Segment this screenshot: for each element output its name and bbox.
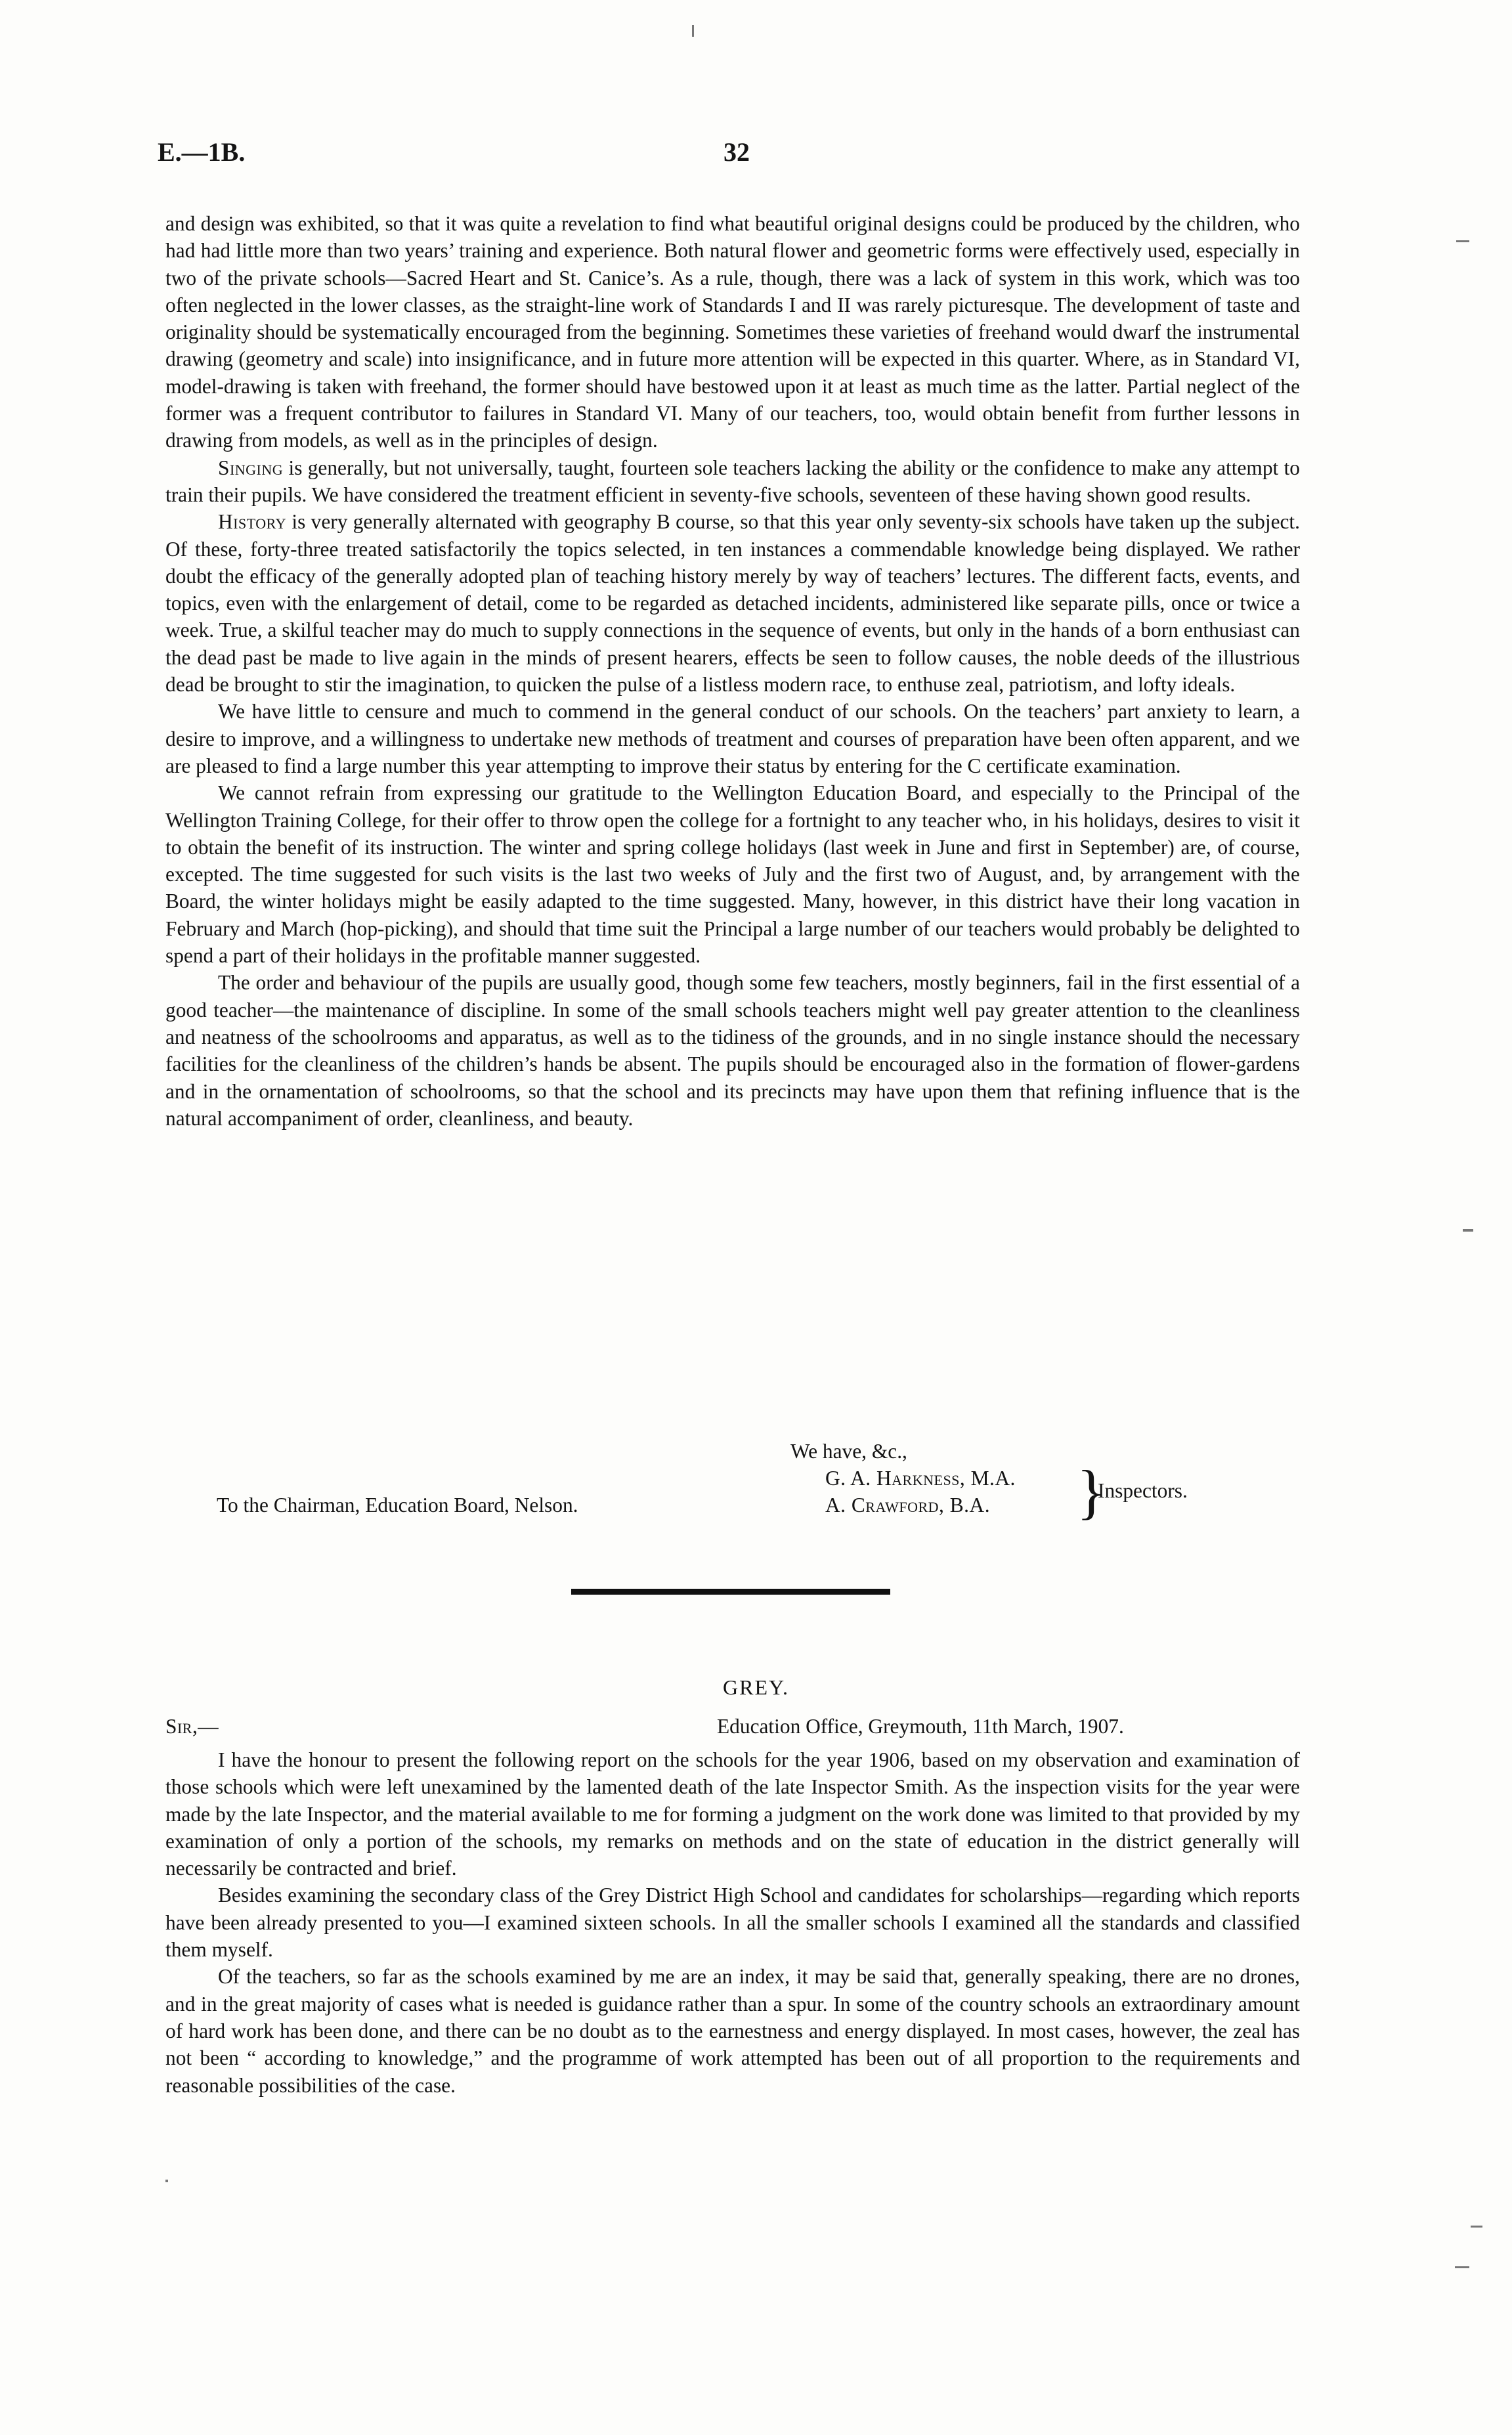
grey-report-body <box>165 1746 1300 2099</box>
paragraph-drawing: and design was exhibited, so that it was quite a revelation to find what beautiful original designs could be produced by the children, who had had little more than two years’ training and experience. Both natural flower and geometric forms were effectively used, especially in two of the private schools—Sacred Heart and St. Canice’s. As a rule, though, there was a lack of system in this work, which was too often neglected in the lower classes, as the straight-line work of Standards I and II was rarely picturesque. The development of taste and originality should be systematically encouraged from the beginning. Sometimes these varieties of freehand would dwarf the instrumental drawing (geometry and scale) into insignificance, and in future more attention will be expected in this quarter. Where, as in Standard VI, model-drawing is taken with freehand, the former should have bestowed upon it at least as much time as the latter. Partial neglect of the former was a frequent contributor to failures in Standard VI. Many of our teachers, too, would obtain benefit from further lessons in drawing from models, as well as in the principles of design. <box>165 212 1300 452</box>
report-reference: E.—1B. <box>158 137 246 167</box>
signature-block <box>165 1438 1300 1523</box>
addressee-line: To the Chairman, Education Board, Nelson. <box>217 1494 578 1517</box>
closing-phrase: We have, &c., <box>790 1440 907 1463</box>
nelson-report-body <box>165 210 1300 1132</box>
paragraph-gratitude: We cannot refrain from expressing our gratitude to the Wellington Education Board, and especially to the Principal of the Wellington Training College, for their offer to throw open the college for a fortnight to any teacher who, in his holidays, desires to visit it to obtain the benefit of its instruction. The winter and spring college holidays (last week in June and first in September) are, of course, excepted. The time suggested for such visits is the last two weeks of July and the first two of August, and, by arrangement with the Board, the winter holidays might be easily adapted to the time suggested. Many, however, in this district have their long vacation in February and March (hop-picking), and should that time suit the Principal a large number of our teachers would probably be delighted to spend a part of their holidays in the profitable manner suggested. <box>165 781 1300 968</box>
section-title-grey: GREY. <box>723 1675 789 1699</box>
section-divider-rule <box>571 1589 890 1595</box>
scan-speck <box>1456 240 1469 242</box>
inspector-name: G. A. Harkness, M.A. <box>825 1467 1016 1490</box>
paragraph-singing: Singing is generally, but not universally, taught, fourteen sole teachers lacking the ability or the confidence to make any attempt to train their pupils. We have considered the treatment efficient in seventy-five schools, seventeen of these having shown good results. <box>165 456 1300 506</box>
salutation: Sir,— <box>165 1715 219 1738</box>
scan-speck <box>165 2180 168 2182</box>
page-header <box>158 137 1300 176</box>
scan-speck <box>692 25 694 37</box>
office-dateline: Education Office, Greymouth, 11th March, 1907. <box>717 1715 1124 1738</box>
paragraph-order: The order and behaviour of the pupils are usually good, though some few teachers, mostly beginners, fail in the first essential of a good teacher—the maintenance of discipline. In some of the small schools teachers might well pay greater attention to the cleanliness and neatness of the schoolrooms and apparatus, as well as to the tidiness of the grounds, and in no single instance should the necessary facilities for the cleanliness of the children’s hands be absent. The pupils should be encouraged also in the formation of flower-gardens and in the ornamentation of schoolrooms, so that the school and its precincts may have upon them that refining influence that is the natural accompaniment of order, cleanliness, and beauty. <box>165 971 1300 1130</box>
paragraph-teachers: Of the teachers, so far as the schools examined by me are an index, it may be said that, generally speaking, there are no drones, and in the great majority of cases what is needed is guidance rather than a spur. In some of the country schools an extraordinary amount of hard work has been done, and there can be no doubt as to the earnestness and energy displayed. In most cases, however, the zeal has not been “ according to knowledge,” and the programme of work attempted has been out of all proportion to the requirements and reasonable possibilities of the case. <box>165 1965 1300 2097</box>
page-number: 32 <box>724 137 750 167</box>
paragraph-examinations: Besides examining the secondary class of the Grey District High School and candidates for scholarships—regarding which reports have been already presented to you—I examined sixteen schools. In all the smaller schools I examined all the standards and classified them myself. <box>165 1884 1300 1962</box>
inspectors-label: Inspectors. <box>1098 1479 1188 1502</box>
letter-heading <box>165 1715 1300 1744</box>
brace-glyph: } <box>1077 1458 1106 1525</box>
subject-heading-singing: Singing <box>218 456 284 479</box>
paragraph-history: History is very generally alternated with geography B course, so that this year only seventy-six schools have taken up the subject. Of these, forty-three treated satisfactorily the topics selected, in ten instances a commendable knowledge being displayed. We rather doubt the efficacy of the generally adopted plan of teaching history merely by way of teachers’ lectures. The different facts, events, and topics, even with the enlargement of detail, come to be regarded as detached incidents, administered like separate pills, once or twice a week. True, a skilful teacher may do much to supply connections in the sequence of events, but only in the hands of a born enthusiast can the dead past be made to live again in the minds of present hearers, effects be seen to follow causes, the noble deeds of the illustrious dead be brought to stir the imagination, to quicken the pulse of a listless modern race, to enthuse zeal, patriotism, and lofty ideals. <box>165 510 1300 697</box>
paragraph-conduct: We have little to censure and much to commend in the general conduct of our schools. On the teachers’ part anxiety to learn, a desire to improve, and a willingness to undertake new methods of treatment and courses of preparation have been often apparent, and we are pleased to find a large number this year attempting to improve their status by entering for the C certificate examination. <box>165 700 1300 777</box>
scan-speck <box>1463 1229 1473 1232</box>
paragraph-introduction: I have the honour to present the following report on the schools for the year 1906, based on my observation and examination of those schools which were left unexamined by the lamented death of the late Inspector Smith. As the inspection visits for the year were made by the late Inspector, and the material available to me for forming a judgment on the work done was limited to that provided by my examination of only a portion of the schools, my remarks on methods and on the state of education in the district generally will necessarily be contracted and brief. <box>165 1748 1300 1880</box>
subject-heading-history: History <box>218 510 287 534</box>
scan-speck <box>1455 2266 1469 2268</box>
scan-speck <box>1471 2226 1482 2228</box>
inspector-name: A. Crawford, B.A. <box>825 1494 991 1517</box>
